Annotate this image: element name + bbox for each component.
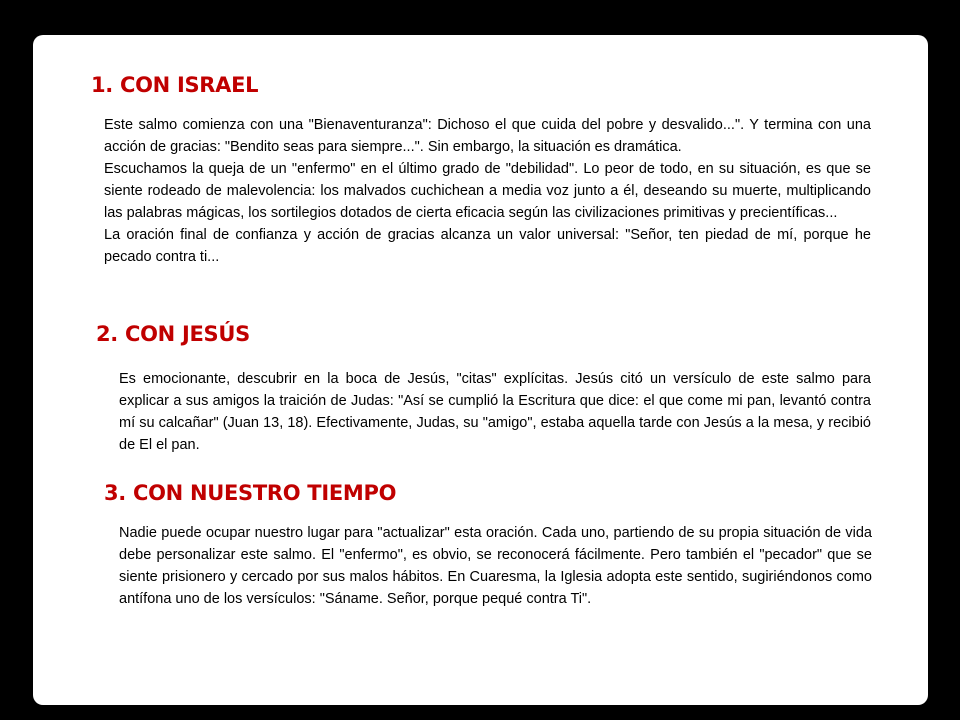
- section-heading-jesus: 2. CON JESÚS: [96, 322, 250, 346]
- slide: [33, 35, 928, 705]
- paragraph: Este salmo comienza con una "Bienaventuranza": Dichoso el que cuida del pobre y desvalido...". Y termina con una acción de gracias: "Bendito seas para siempre...". Sin embargo, la situación es dramática.: [104, 117, 871, 155]
- paragraph: Es emocionante, descubrir en la boca de Jesús, "citas" explícitas. Jesús citó un versículo de este salmo para explicar a sus amigos la traición de Judas: "Así se cumplió la Escritura que dice: el que come mi pan, levantó contra mí su calcañar" (Juan 13, 18). Efectivamente, Judas, su "amigo", estaba aquella tarde con Jesús a la mesa, y recibió de El el pan.: [119, 371, 871, 453]
- paragraph: Escuchamos la queja de un "enfermo" en el último grado de "debilidad". Lo peor de todo, en su situación, es que se siente rodeado de malevolencia: los malvados cuchichean a media voz junto a él, deseando su muerte, multiplicando las palabras mágicas, los sortilegios dotados de cierta eficacia según las civilizaciones primitivas y precientíficas...: [104, 161, 871, 221]
- section-heading-israel: 1. CON ISRAEL: [91, 73, 259, 97]
- paragraph: Nadie puede ocupar nuestro lugar para "actualizar" esta oración. Cada uno, partiendo de su propia situación de vida debe personalizar este salmo. El "enfermo", es obvio, se reconocerá fácilmente. Pero también el "pecador" que se siente prisionero y cercado por sus malos hábitos. En Cuaresma, la Iglesia adopta este sentido, sugiriéndonos como antífona uno de los versículos: "Sáname. Señor, porque pequé contra Ti".: [119, 525, 872, 607]
- section-body-nuestro-tiempo: [119, 522, 872, 610]
- section-body-israel: [104, 114, 871, 268]
- section-heading-nuestro-tiempo: 3. CON NUESTRO TIEMPO: [104, 481, 397, 505]
- section-body-jesus: [119, 368, 871, 456]
- paragraph: La oración final de confianza y acción de gracias alcanza un valor universal: "Señor, ten piedad de mí, porque he pecado contra ti...: [104, 227, 871, 265]
